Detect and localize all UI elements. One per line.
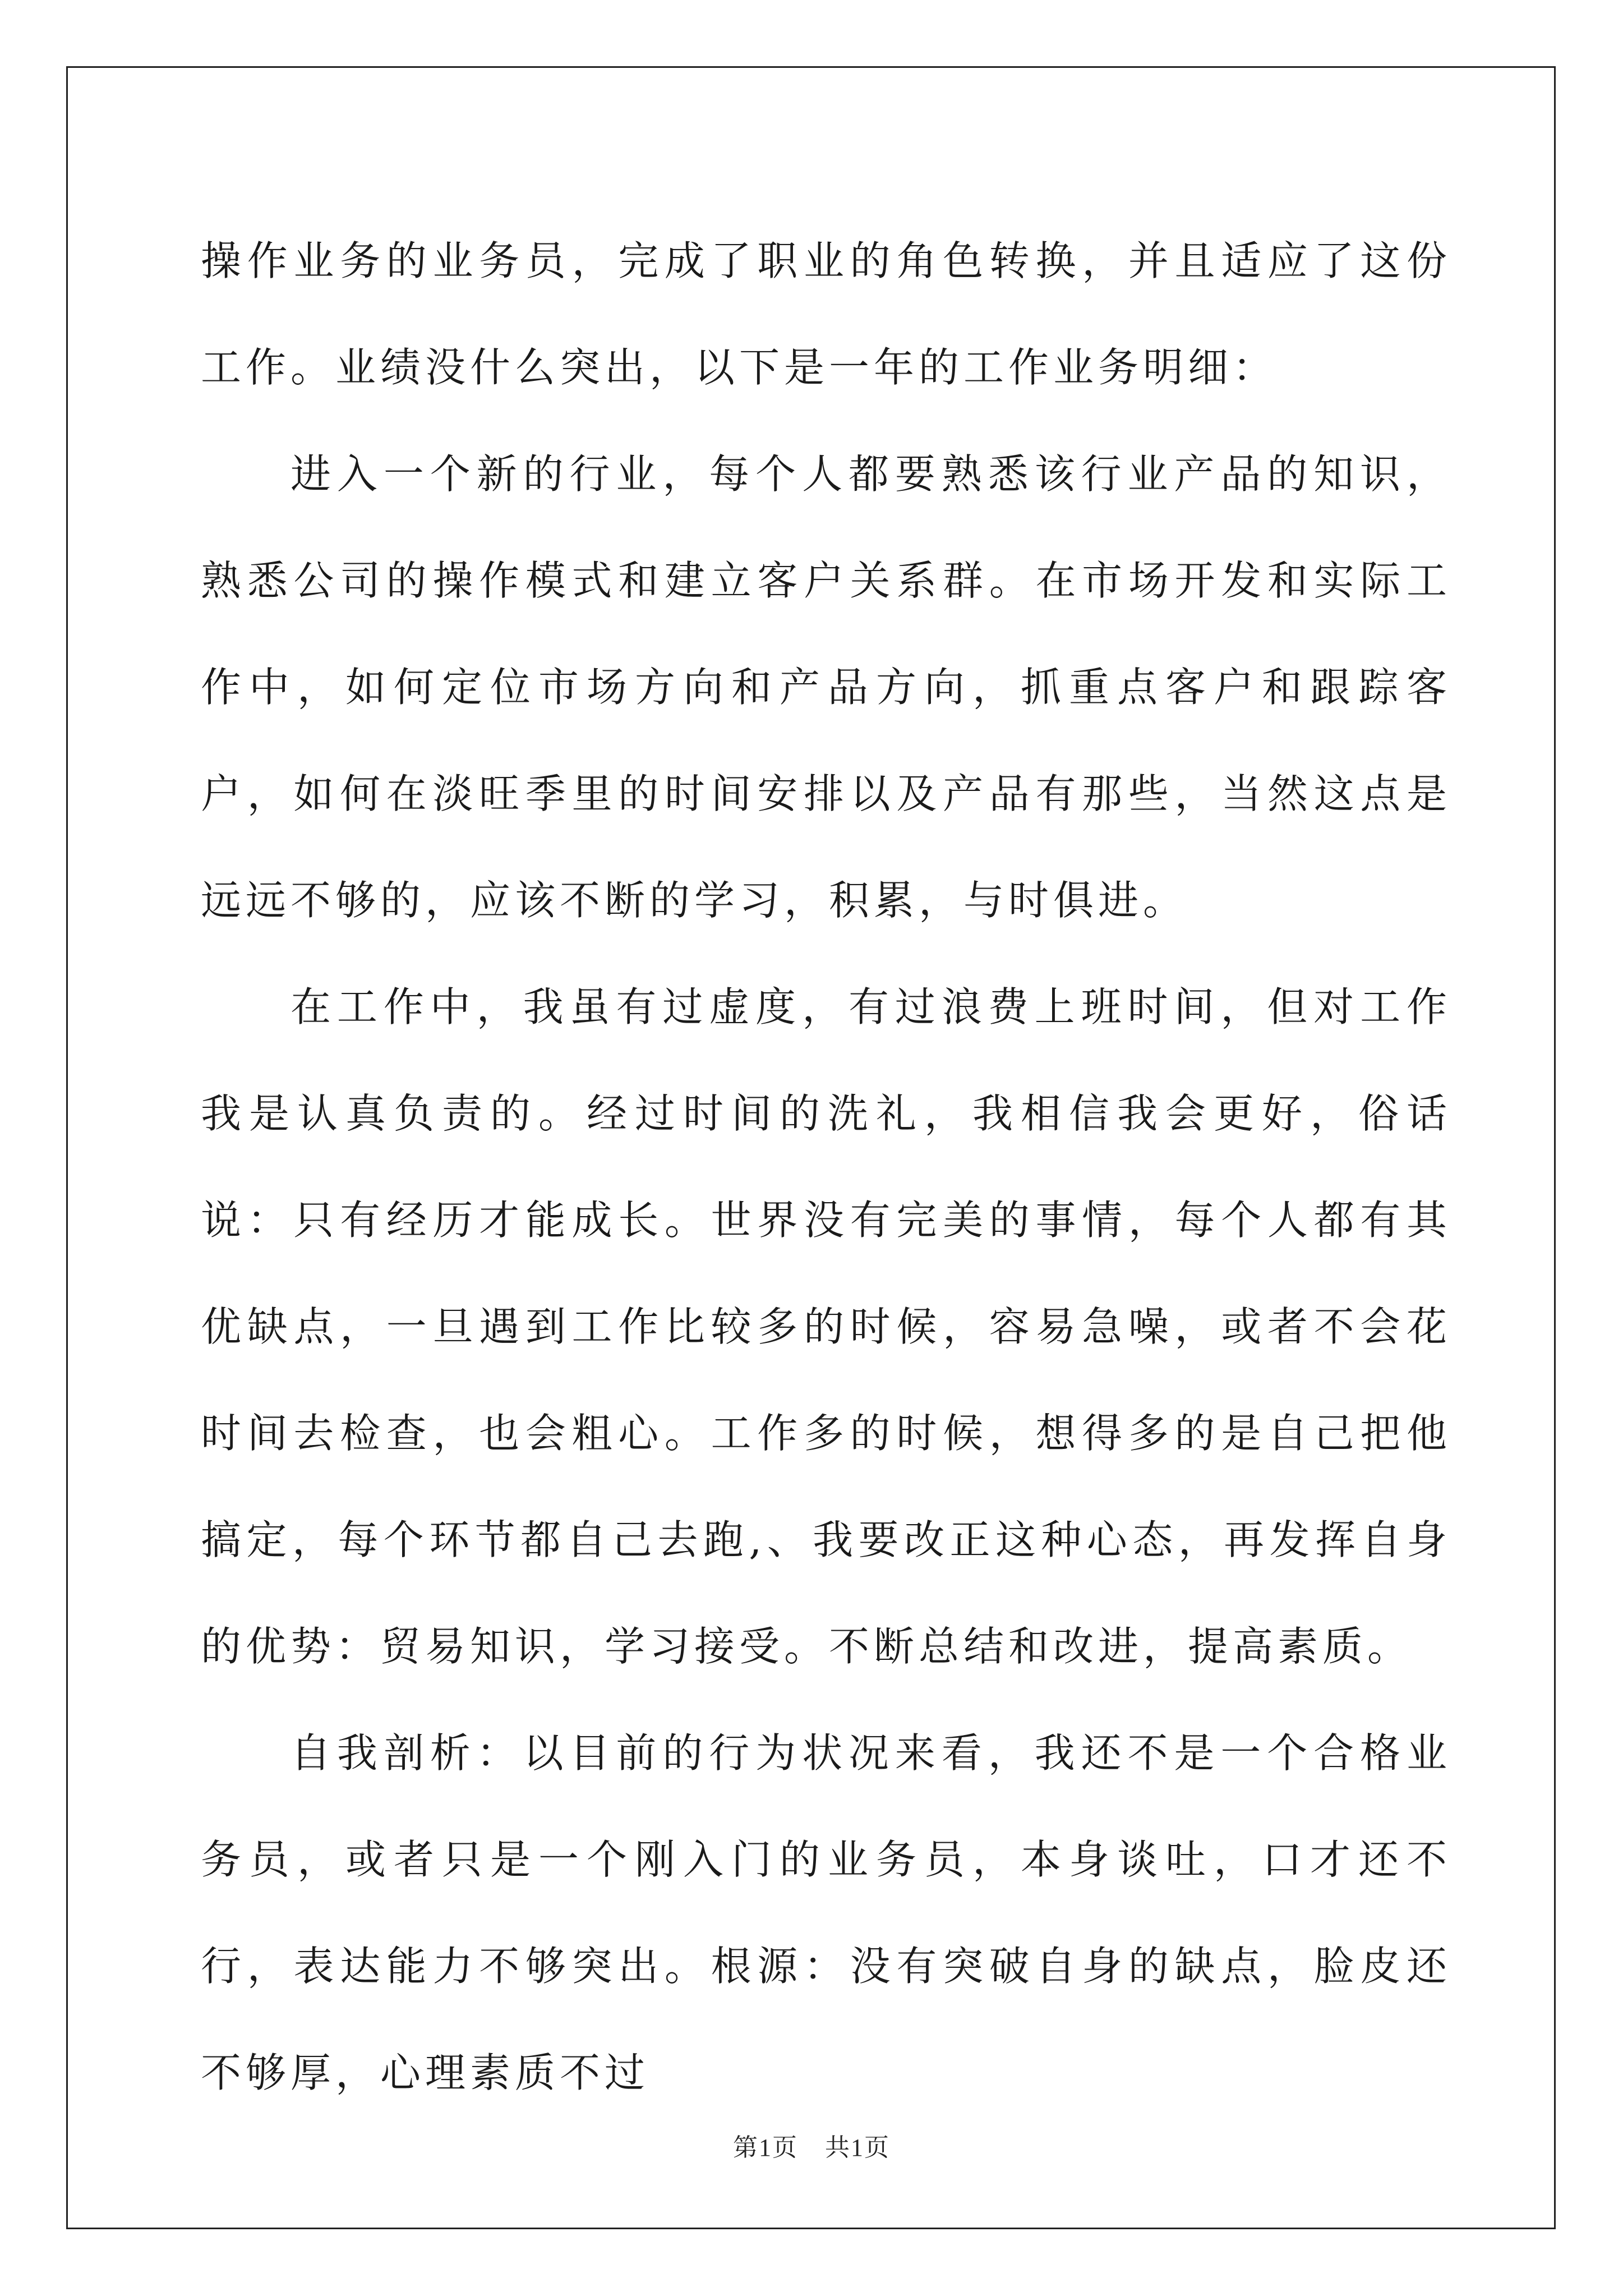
paragraph-3: 在工作中，我虽有过虚度，有过浪费上班时间，但对工作我是认真负责的。经过时间的洗礼，我相信我会更好，俗话说：只有经历才能成长。世界没有完美的事情，每个人都有其优缺点，一旦遇到工作比较多的时候，容易急噪，或者不会花时间去检查，也会粗心。工作多的时候，想得多的是自己把他搞定，每个环节都自己去跑,、我要改正这种心态，再发挥自身的优势：贸易知识，学习接受。不断总结和改进，提高素质。	[201, 983, 1451, 1670]
page-footer	[0, 2127, 1623, 2163]
paragraph-2: 进入一个新的行业，每个人都要熟悉该行业产品的知识，熟悉公司的操作模式和建立客户关系群。在市场开发和实际工作中，如何定位市场方向和产品方向，抓重点客户和跟踪客户，如何在淡旺季里的时间安排以及产品有那些，当然这点是远远不够的，应该不断的学习，积累，与时俱进。	[201, 450, 1451, 924]
page-number-current: 第1页	[733, 2134, 798, 2161]
paragraph-1: 操作业务的业务员，完成了职业的角色转换，并且适应了这份工作。业绩没什么突出，以下是一年的工作业务明细：	[201, 237, 1451, 391]
document-body	[201, 208, 1451, 2126]
page-number-total: 共1页	[825, 2134, 890, 2161]
paragraph-4: 自我剖析：以目前的行为状况来看，我还不是一个合格业务员，或者只是一个刚入门的业务员，本身谈吐，口才还不行，表达能力不够突出。根源：没有突破自身的缺点，脸皮还不够厚，心理素质不过	[201, 1729, 1451, 2096]
